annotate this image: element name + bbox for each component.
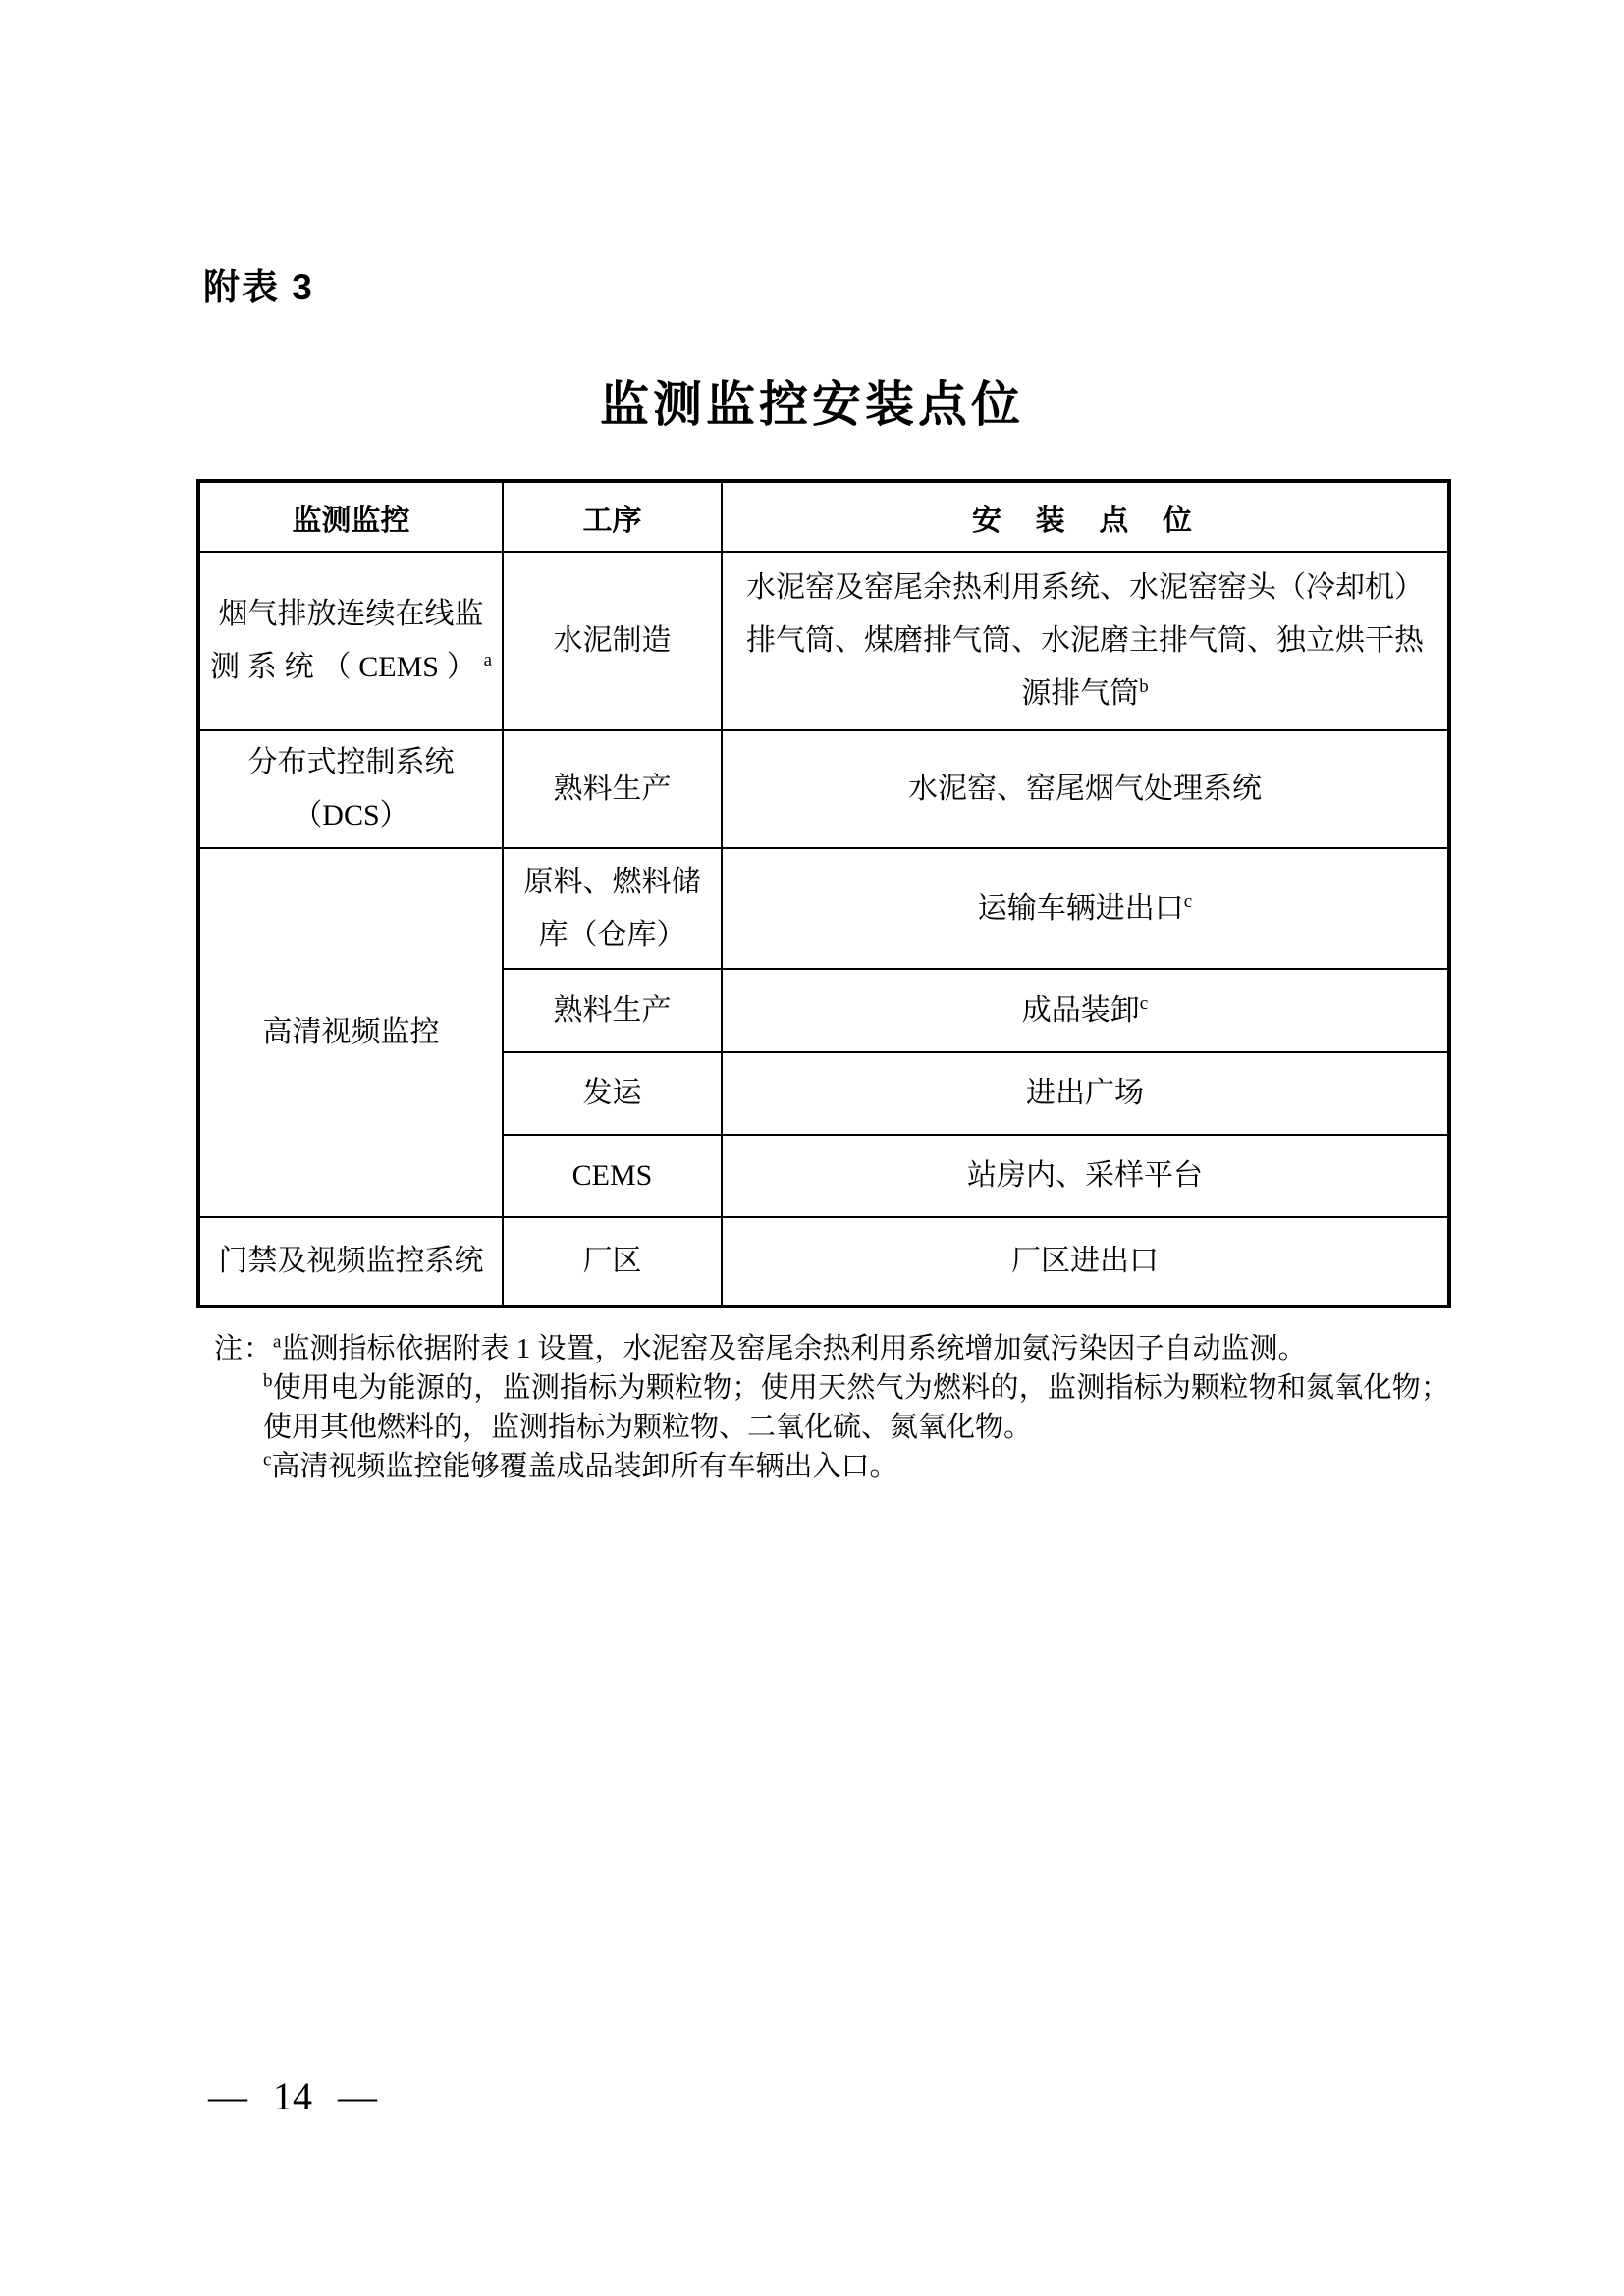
footnote-a (214, 1329, 1449, 1368)
cell-system-cems-text: 烟气排放连续在线监测系统（CEMS） (210, 598, 484, 683)
footnote-b (263, 1368, 1449, 1447)
cell-process-dcs: 熟料生产 (503, 730, 722, 848)
cell-points-dcs: 水泥窑、窑尾烟气处理系统 (722, 730, 1449, 848)
header-process: 工序 (503, 481, 722, 552)
header-points: 安 装 点 位 (722, 481, 1449, 552)
footnote-c-marker: c (263, 1449, 272, 1470)
monitoring-points-table (196, 479, 1451, 1308)
footnote-marker-b: b (1139, 676, 1149, 697)
table-row-cems (198, 552, 1449, 730)
cell-points-video-2 (722, 969, 1449, 1052)
table-row-access (198, 1217, 1449, 1307)
cell-process-video-2: 熟料生产 (503, 969, 722, 1052)
cell-points-video-4 (722, 1135, 1449, 1217)
footnote-marker-c: c (1183, 890, 1193, 912)
cell-points-cems (722, 552, 1449, 730)
page-number-dash-left: — (208, 2074, 247, 2118)
cell-process-cems: 水泥制造 (503, 552, 722, 730)
page-number (208, 2073, 377, 2119)
table-row-dcs (198, 730, 1449, 848)
footnote-marker-c: c (1139, 992, 1149, 1014)
footnote-label: 注： (214, 1333, 274, 1364)
page-number-dash-right: — (338, 2074, 377, 2118)
footnote-b-text: 使用电为能源的，监测指标为颗粒物；使用天然气为燃料的，监测指标为颗粒物和氮氧化物；使用其他燃料的，监测指标为颗粒物、二氧化硫、氮氧化物。 (263, 1372, 1449, 1443)
cell-points-video-2-text: 成品装卸 (1021, 993, 1140, 1027)
cell-points-video-3 (722, 1052, 1449, 1135)
table-row-video-1 (198, 848, 1449, 969)
footnote-a-marker: a (273, 1331, 282, 1353)
cell-process-video-4: CEMS (503, 1135, 722, 1217)
cell-points-access: 厂区进出口 (722, 1217, 1449, 1307)
cell-points-video-1 (722, 848, 1449, 969)
table-header-row (198, 481, 1449, 552)
cell-points-video-3-text: 进出广场 (1026, 1077, 1144, 1109)
cell-system-access: 门禁及视频监控系统 (198, 1217, 503, 1307)
footnote-c-text: 高清视频监控能够覆盖成品装卸所有车辆出入口。 (271, 1451, 898, 1482)
cell-points-cems-text: 水泥窑及窑尾余热利用系统、水泥窑窑头（冷却机）排气筒、煤磨排气筒、水泥磨主排气筒、独立烘干热源排气筒 (746, 571, 1424, 710)
cell-system-video: 高清视频监控 (198, 848, 503, 1217)
footnote-a-text: 监测指标依据附表 1 设置，水泥窑及窑尾余热利用系统增加氨污染因子自动监测。 (281, 1333, 1307, 1364)
footnote-marker-a: a (483, 650, 492, 670)
footnote-c (263, 1447, 1449, 1486)
cell-process-video-3: 发运 (503, 1052, 722, 1135)
cell-process-video-1: 原料、燃料储库（仓库） (503, 848, 722, 969)
footnote-b-marker: b (263, 1370, 273, 1392)
footnotes (214, 1329, 1449, 1486)
annex-label: 附表 3 (203, 267, 314, 307)
cell-process-access: 厂区 (503, 1217, 722, 1307)
header-monitoring: 监测监控 (198, 481, 503, 552)
cell-system-dcs: 分布式控制系统（DCS） (198, 730, 503, 848)
cell-system-cems (198, 552, 503, 730)
cell-points-video-4-text: 站房内、采样平台 (967, 1159, 1203, 1192)
page-number-value: 14 (273, 2074, 312, 2118)
cell-points-video-1-text: 运输车辆进出口 (977, 891, 1184, 925)
page-title: 监测监控安装点位 (600, 377, 1024, 432)
